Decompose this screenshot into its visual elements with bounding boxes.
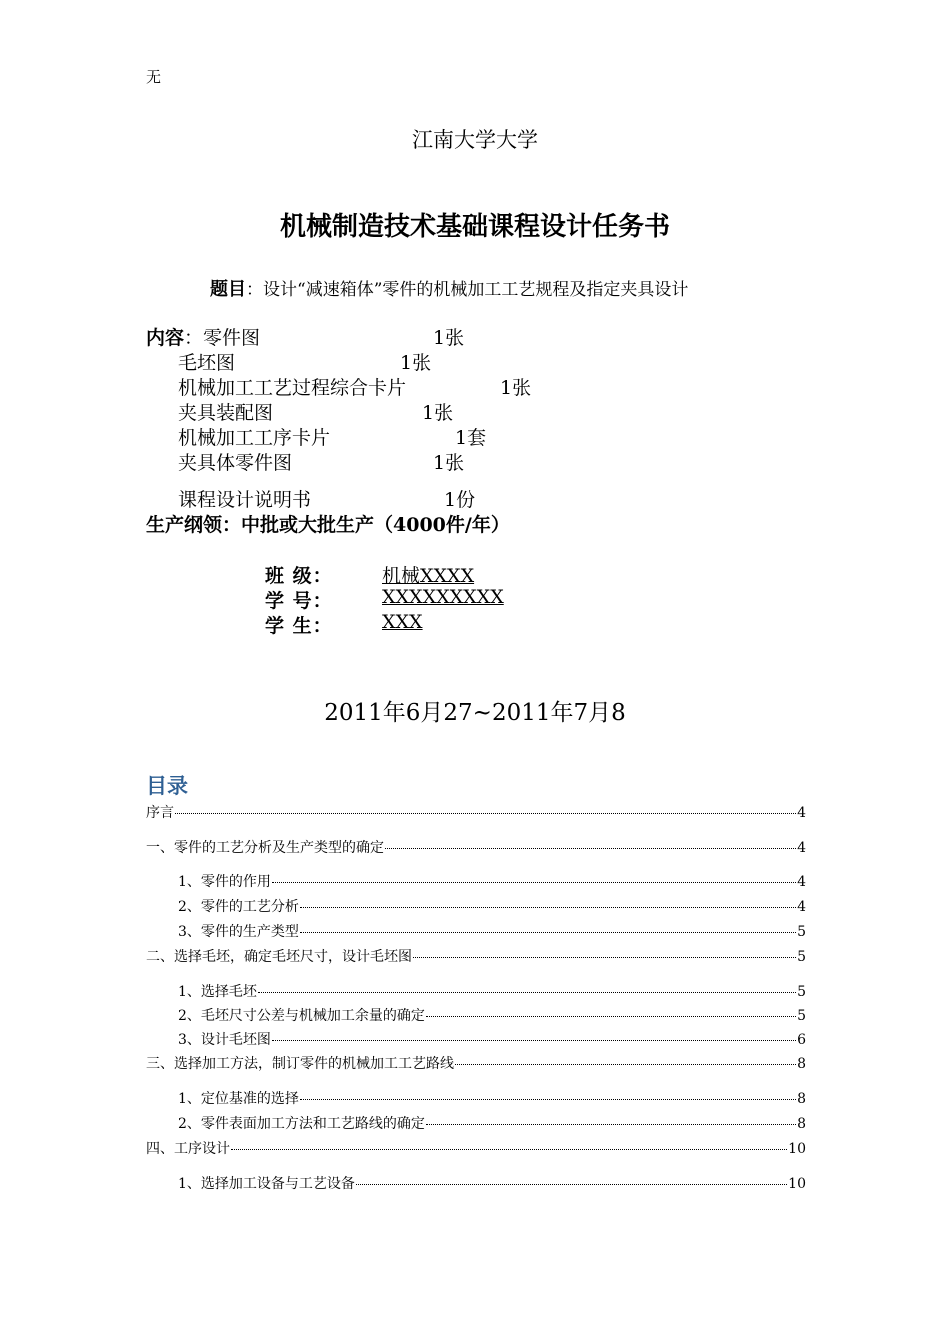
toc-leader: [300, 907, 796, 908]
toc-entry-page: 5: [797, 1008, 806, 1024]
toc-leader: [231, 1149, 787, 1150]
toc-title: 目录: [146, 774, 188, 798]
toc-entry[interactable]: [178, 871, 806, 891]
toc-leader: [300, 932, 796, 933]
contents-item-name: 夹具体零件图: [178, 452, 293, 474]
toc-leader: [426, 1124, 796, 1125]
toc-leader: [385, 848, 796, 849]
toc-entry[interactable]: [178, 1029, 806, 1049]
date-range: 2011年6月27~2011年7月8: [324, 700, 626, 726]
student-name-label: 学 生：: [265, 615, 333, 637]
toc-entry-text: 1、零件的作用: [178, 874, 271, 890]
toc-entry[interactable]: [146, 946, 806, 966]
contents-item-qty: 1份: [444, 489, 476, 511]
toc-entry[interactable]: [146, 1138, 806, 1158]
toc-entry-page: 10: [788, 1176, 806, 1192]
contents-item-name: 机械加工工序卡片: [178, 427, 331, 449]
toc-entry-text: 3、设计毛坯图: [178, 1032, 271, 1048]
student-id-value: XXXXXXXXX: [382, 586, 504, 608]
toc-entry-text: 二、选择毛坯，确定毛坯尺寸，设计毛坯图: [146, 949, 412, 965]
toc-leader: [175, 813, 796, 814]
toc-entry-text: 三、选择加工方法，制订零件的机械加工工艺路线: [146, 1056, 454, 1072]
toc-entry-text: 一、零件的工艺分析及生产类型的确定: [146, 840, 384, 856]
toc-entry-page: 10: [788, 1141, 806, 1157]
contents-item-qty: 1张: [433, 327, 465, 349]
toc-entry-text: 2、零件表面加工方法和工艺路线的确定: [178, 1116, 425, 1132]
header-mark: 无: [146, 68, 162, 86]
toc-leader: [455, 1064, 796, 1065]
toc-leader: [258, 992, 796, 993]
document-title: 机械制造技术基础课程设计任务书: [279, 212, 670, 242]
contents-item-name: 夹具装配图: [178, 402, 274, 424]
toc-leader: [300, 1099, 796, 1100]
contents-item-name: 课程设计说明书: [178, 489, 312, 511]
toc-entry[interactable]: [178, 1088, 806, 1108]
contents-item-qty: 1套: [455, 427, 487, 449]
toc-entry-page: 8: [797, 1056, 806, 1072]
contents-sep: ：: [184, 327, 204, 349]
student-id-label: 学 号：: [265, 590, 333, 612]
toc-entry[interactable]: [146, 1053, 806, 1073]
class-label: 班 级：: [265, 565, 333, 587]
toc-entry-text: 3、零件的生产类型: [178, 924, 299, 940]
contents-item-name: 零件图: [203, 327, 261, 349]
toc-leader: [272, 1040, 796, 1041]
toc-entry[interactable]: [178, 1173, 806, 1193]
toc-entry[interactable]: [178, 1005, 806, 1025]
toc-entry-page: 4: [797, 840, 806, 856]
toc-entry-page: 6: [797, 1032, 806, 1048]
contents-row-0: [146, 323, 260, 350]
toc-entry[interactable]: [146, 837, 806, 857]
toc-entry[interactable]: [178, 981, 806, 1001]
toc-entry-page: 4: [797, 874, 806, 890]
toc-entry-page: 5: [797, 984, 806, 1000]
topic-text: 设计“减速箱体”零件的机械加工工艺规程及指定夹具设计: [263, 280, 689, 300]
toc-entry[interactable]: [146, 802, 806, 822]
toc-entry-page: 4: [797, 899, 806, 915]
toc-leader: [272, 882, 796, 883]
toc-entry-text: 1、定位基准的选择: [178, 1091, 299, 1107]
contents-item-name: 机械加工工艺过程综合卡片: [178, 377, 407, 399]
toc-leader: [356, 1184, 787, 1185]
toc-entry-page: 5: [797, 924, 806, 940]
toc-entry[interactable]: [178, 896, 806, 916]
toc-entry[interactable]: [178, 1113, 806, 1133]
contents-item-name: 毛坯图: [178, 352, 236, 374]
toc-entry-text: 1、选择加工设备与工艺设备: [178, 1176, 355, 1192]
toc-entry-page: 4: [797, 805, 806, 821]
topic-line: [210, 275, 688, 301]
class-value: 机械XXXX: [382, 565, 475, 587]
student-name-value: XXX: [382, 611, 423, 633]
topic-sep: ：: [246, 280, 263, 300]
toc-entry-text: 1、选择毛坯: [178, 984, 257, 1000]
toc-leader: [413, 957, 796, 958]
toc-entry-page: 8: [797, 1116, 806, 1132]
toc-leader: [426, 1016, 796, 1017]
toc-entry-text: 序言: [146, 805, 174, 821]
toc-entry[interactable]: [178, 921, 806, 941]
toc-entry-page: 8: [797, 1091, 806, 1107]
toc-entry-page: 5: [797, 949, 806, 965]
production-volume: 生产纲领：中批或大批生产（4000件/年）: [146, 514, 510, 536]
contents-item-qty: 1张: [433, 452, 465, 474]
contents-item-qty: 1张: [422, 402, 454, 424]
contents-item-qty: 1张: [400, 352, 432, 374]
contents-item-qty: 1张: [500, 377, 532, 399]
toc-entry-text: 四、工序设计: [146, 1141, 230, 1157]
toc-entry-text: 2、毛坯尺寸公差与机械加工余量的确定: [178, 1008, 425, 1024]
topic-label: 题目: [210, 279, 246, 300]
toc-entry-text: 2、零件的工艺分析: [178, 899, 299, 915]
university-name: 江南大学大学: [412, 128, 538, 152]
contents-label: 内容: [146, 327, 185, 349]
